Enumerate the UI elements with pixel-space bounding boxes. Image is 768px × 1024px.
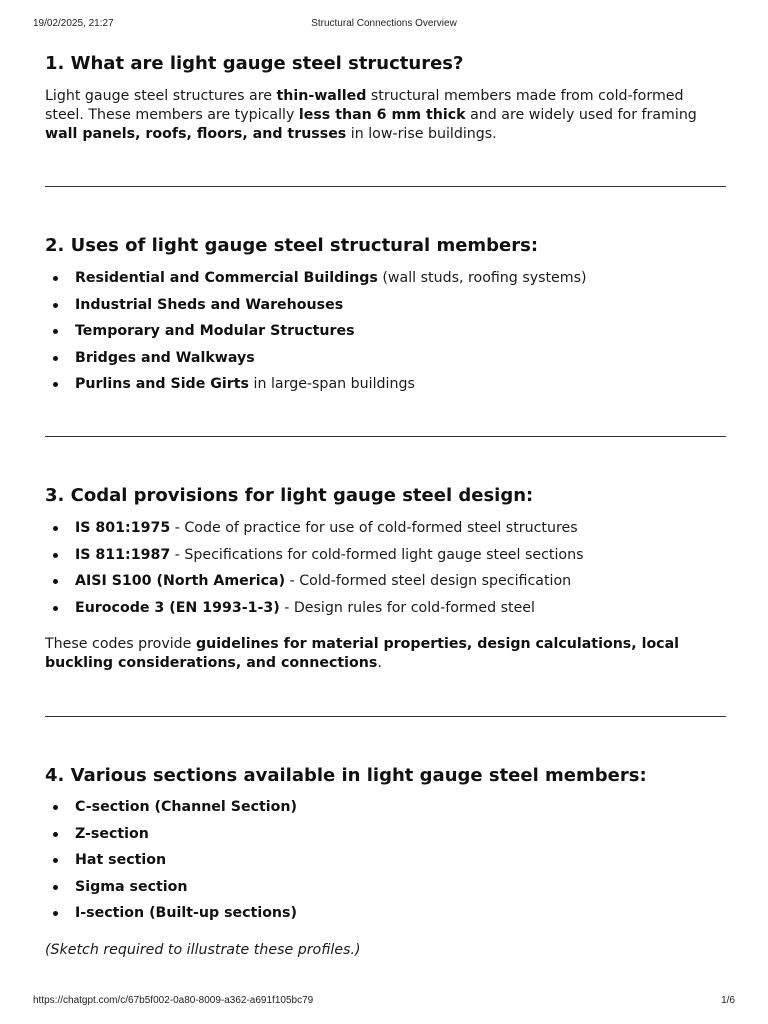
- list-item: [45, 850, 726, 877]
- codes-list: [45, 518, 726, 624]
- section-divider: [45, 716, 726, 717]
- list-item: [45, 797, 726, 824]
- item-text: (wall studs, roofing systems): [377, 270, 587, 286]
- text: structural members made from cold-formed steel. These members are typically: [45, 88, 684, 123]
- section-4-heading: 4. Various sections available in light gauge steel members:: [45, 765, 647, 786]
- item-bold: Industrial Sheds and Warehouses: [75, 296, 344, 313]
- text: These codes provide: [45, 636, 196, 652]
- list-item: [45, 571, 726, 598]
- page-url: https://chatgpt.com/c/67b5f002-0a80-8009-a362-a691f105bc79: [33, 995, 314, 1006]
- item-bold: Purlins and Side Girts: [75, 376, 250, 392]
- item-text: - Cold-formed steel design specification: [285, 573, 572, 589]
- section-1-heading: 1. What are light gauge steel structures?: [45, 53, 464, 74]
- section-3-paragraph: [45, 635, 726, 673]
- print-footer: [33, 995, 735, 1009]
- item-bold: AISI S100 (North America): [75, 573, 286, 589]
- list-item: [45, 268, 726, 295]
- list-item: [45, 877, 726, 904]
- item-bold: Hat section: [75, 852, 167, 868]
- item-bold: Z-section: [75, 825, 149, 842]
- item-bold: Eurocode 3 (EN 1993-1-3): [75, 599, 280, 616]
- text: Light gauge steel structures are: [45, 88, 277, 104]
- uses-list: [45, 268, 726, 401]
- list-item: [45, 295, 726, 322]
- item-bold: C-section (Channel Section): [75, 799, 297, 815]
- section-divider: [45, 436, 726, 437]
- section-1-paragraph: [45, 87, 726, 144]
- item-bold: IS 811:1987: [75, 546, 171, 563]
- print-date: 19/02/2025, 21:27: [33, 18, 114, 29]
- list-item: [45, 545, 726, 572]
- list-item: [45, 518, 726, 545]
- section-divider: [45, 186, 726, 187]
- list-item: [45, 598, 726, 625]
- list-item: [45, 374, 726, 401]
- bold-text: guidelines for material properties, design calculations, local buckling considerations, and connections: [45, 636, 680, 671]
- print-header: [33, 18, 735, 32]
- section-3-heading: 3. Codal provisions for light gauge steel design:: [45, 485, 534, 506]
- item-text: in large-span buildings: [249, 376, 415, 392]
- print-title: Structural Connections Overview: [311, 18, 457, 29]
- list-item: [45, 903, 726, 930]
- item-bold: Sigma section: [75, 878, 188, 895]
- text: and are widely used for framing: [465, 107, 697, 123]
- item-bold: IS 801:1975: [75, 520, 171, 536]
- item-bold: Residential and Commercial Buildings: [75, 270, 378, 286]
- page-number: 1/6: [721, 995, 735, 1006]
- item-bold: Temporary and Modular Structures: [75, 323, 355, 339]
- item-bold: I-section (Built-up sections): [75, 905, 297, 921]
- text: in low-rise buildings.: [346, 126, 497, 142]
- bold-text: wall panels, roofs, floors, and trusses: [45, 126, 347, 142]
- bold-text: thin-walled: [276, 88, 367, 104]
- item-text: - Design rules for cold-formed steel: [279, 599, 535, 616]
- sections-list: [45, 797, 726, 930]
- list-item: [45, 321, 726, 348]
- item-bold: Bridges and Walkways: [75, 349, 255, 366]
- item-text: - Specifications for cold-formed light gauge steel sections: [170, 546, 584, 563]
- item-text: - Code of practice for use of cold-formed steel structures: [170, 520, 578, 536]
- text: .: [377, 655, 382, 671]
- bold-text: less than 6 mm thick: [298, 107, 466, 123]
- list-item: [45, 824, 726, 851]
- list-item: [45, 348, 726, 375]
- sketch-note: (Sketch required to illustrate these profiles.): [45, 942, 361, 958]
- section-2-heading: 2. Uses of light gauge steel structural members:: [45, 235, 539, 256]
